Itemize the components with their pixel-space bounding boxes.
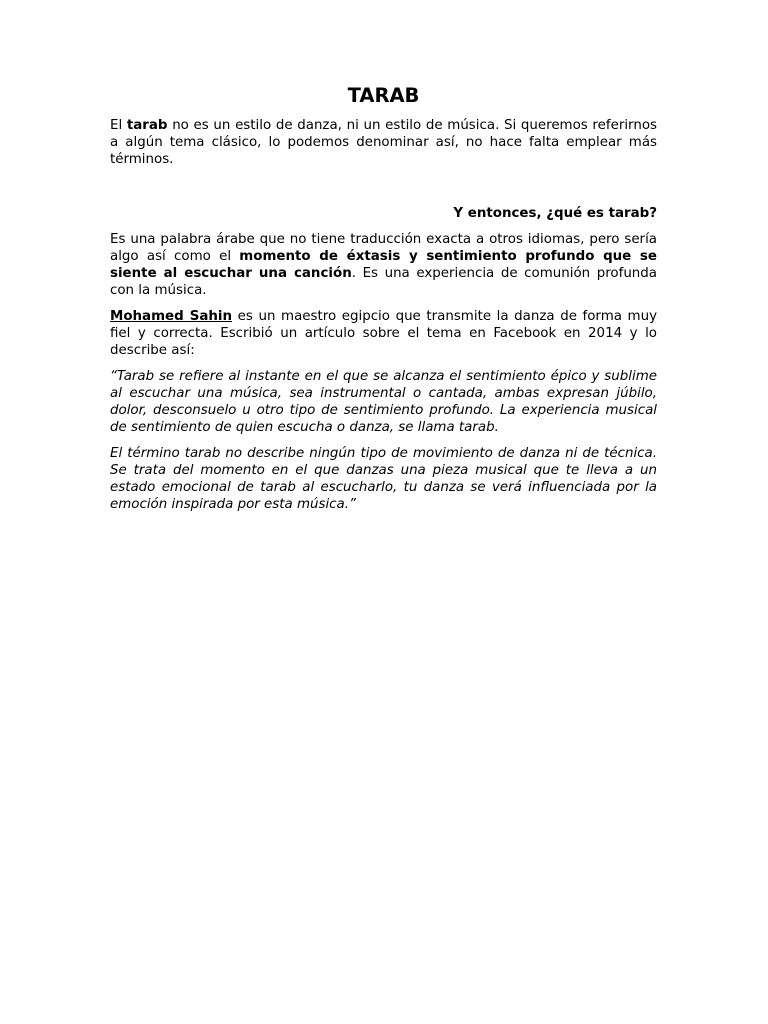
quote-paragraph-1 xyxy=(110,368,657,436)
definition-paragraph xyxy=(110,231,657,299)
intro-text-start: El xyxy=(110,118,127,133)
quote-text-1: “Tarab se refiere al instante en el que se alcanza el sentimiento épico y sublime al escuchar una música, sea instrumental o cantada, ambas expresan júbilo, dolor, desconsuelo u otro tipo de sentimiento profundo. La experiencia musical de sentimiento de quien escucha o danza, se llama tarab. xyxy=(110,369,657,435)
author-name: Mohamed Sahin xyxy=(110,309,233,324)
definition-bold-phrase: momento de éxtasis y sentimiento profundo que se siente al escuchar una canción xyxy=(110,249,657,281)
quote-text-2: El término tarab no describe ningún tipo de movimiento de danza ni de técnica. Se trata del momento en el que danzas una pieza musical que te lleva a un estado emocional de tarab al escucharlo, tu danza se verá influenciada por la emoción inspirada por esta música.” xyxy=(110,446,657,512)
quote-paragraph-2 xyxy=(110,445,657,513)
section-subheading: Y entonces, ¿qué es tarab? xyxy=(453,206,657,221)
definition-text-end: . Es una experiencia de comunión profunda con la música. xyxy=(110,266,657,298)
author-paragraph xyxy=(110,308,657,359)
document-title: TARAB xyxy=(347,84,420,107)
intro-text-end: no es un estilo de danza, ni un estilo de música. Si queremos referirnos a algún tema clásico, lo podemos denominar así, no hace falta emplear más términos. xyxy=(110,118,657,167)
document-page xyxy=(110,84,657,522)
intro-paragraph xyxy=(110,117,657,168)
author-description: es un maestro egipcio que transmite la danza de forma muy fiel y correcta. Escribió un artículo sobre el tema en Facebook en 2014 y lo describe así: xyxy=(110,309,657,358)
intro-bold-term: tarab xyxy=(126,118,168,133)
definition-text-start: Es una palabra árabe que no tiene traducción exacta a otros idiomas, pero sería algo así como el xyxy=(110,232,657,264)
